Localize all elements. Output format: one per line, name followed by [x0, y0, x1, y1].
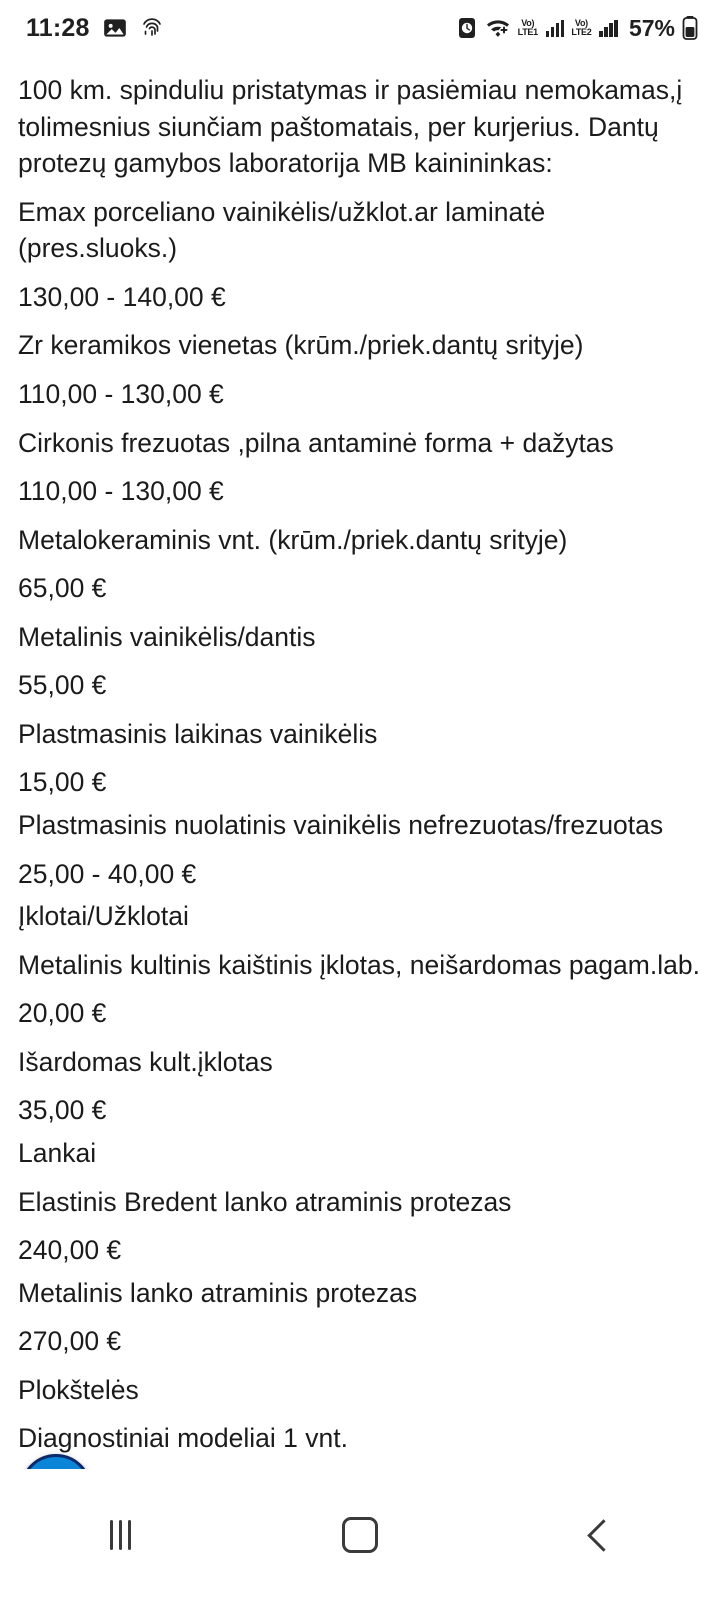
item-name: Diagnostiniai modeliai 1 vnt. [18, 1423, 348, 1454]
volte-lte2-icon [571, 19, 592, 37]
item-price: 130,00 - 140,00 € [18, 281, 226, 312]
lte-label-sim1: LTE1 [517, 27, 538, 37]
intro-paragraph: 100 km. spinduliu pristatymas ir pasiėmiau nemokamas,į tolimesnius siunčiam paštomatais, per kurjerius. Dantų protezų gamybos laboratorija MB kainininkas: [18, 75, 683, 179]
signal-bars-2-icon [599, 20, 618, 37]
item-name: Plastmasinis nuolatinis vainikėlis nefrezuotas/frezuotas [18, 810, 664, 840]
item-name: Zr keramikos vienetas (krūm./priek.dantų srityje) [18, 330, 584, 361]
recents-icon [110, 1520, 131, 1550]
item-price: 270,00 € [18, 1326, 122, 1357]
status-bar-left [26, 14, 164, 43]
section-heading-plates: Plokštelės [18, 1374, 139, 1405]
price-list-content [0, 56, 720, 1470]
item-price: 110,00 - 130,00 € [18, 378, 224, 409]
home-button[interactable] [300, 1490, 420, 1580]
image-icon [102, 15, 128, 41]
item-price: 20,00 € [18, 998, 107, 1029]
item-price: 240,00 € [18, 1235, 122, 1266]
wifi-calling-icon [485, 17, 511, 39]
clipped-heading-row [16, 56, 704, 62]
volte-label-sim2: Vo) [574, 18, 588, 28]
section-heading-arches: Lankai [18, 1137, 97, 1168]
volte-lte1-icon [518, 19, 539, 37]
battery-percent-label: 57% [628, 14, 675, 41]
item-name: Elastinis Bredent lanko atraminis protezas [18, 1186, 512, 1217]
item-name: Metalinis lanko atraminis protezas [18, 1277, 418, 1308]
item-name: Plastmasinis laikinas vainikėlis [18, 718, 378, 749]
item-name: Metalokeraminis vnt. (krūm./priek.dantų srityje) [18, 524, 568, 555]
signal-bars-1-icon [546, 20, 565, 37]
item-name: Išardomas kult.įklotas [18, 1046, 273, 1077]
status-bar [0, 0, 720, 56]
item-price: 65,00 € [18, 573, 107, 604]
recents-button[interactable] [60, 1490, 180, 1580]
item-price: 15,00 € [18, 767, 107, 798]
volte-label-sim1: Vo) [521, 18, 535, 28]
home-icon [342, 1517, 378, 1553]
status-bar-right [456, 15, 698, 42]
item-price: 25,00 - 40,00 € [18, 858, 197, 889]
alarm-icon [456, 16, 478, 40]
status-clock: 11:28 [26, 13, 90, 42]
item-name: Cirkonis frezuotas ,pilna antaminė forma + dažytas [18, 427, 614, 458]
item-name: Metalinis vainikėlis/dantis [18, 621, 316, 652]
back-button[interactable] [540, 1490, 660, 1580]
item-name: Emax porceliano vainikėlis/užklot.ar laminatė (pres.sluoks.) [18, 196, 553, 264]
back-chevron-icon [587, 1519, 620, 1552]
lte-label-sim2: LTE2 [571, 27, 592, 37]
battery-icon [682, 15, 698, 41]
android-navigation-bar [0, 1469, 720, 1600]
fingerprint-icon [140, 15, 164, 41]
item-price: 55,00 € [18, 670, 107, 701]
item-price: 110,00 - 130,00 € [18, 476, 224, 507]
item-name: Metalinis kultinis kaištinis įklotas, neišardomas pagam.lab. [18, 949, 700, 980]
item-price: 35,00 € [18, 1095, 107, 1126]
section-heading-inlays: Įklotai/Užklotai [18, 901, 189, 932]
